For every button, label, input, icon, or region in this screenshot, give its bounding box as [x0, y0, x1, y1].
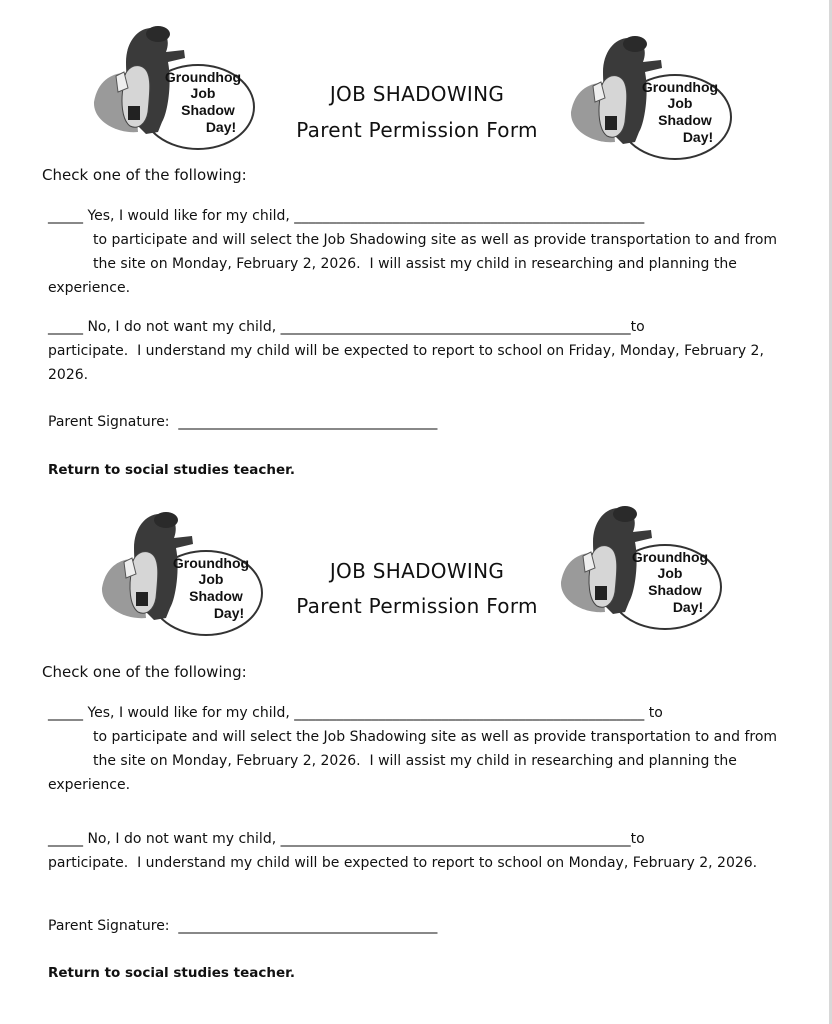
check-instruction: Check one of the following:	[42, 166, 247, 184]
form-subtitle: Parent Permission Form	[296, 594, 538, 618]
form-subtitle: Parent Permission Form	[296, 118, 538, 142]
logo-text-line2: Job	[198, 571, 224, 587]
yes-option-line: _____ Yes, I would like for my child, __________________________________________________	[48, 208, 645, 224]
logo-text-line2: Job	[190, 85, 216, 101]
parent-signature-line: Parent Signature: _____________________________________	[48, 414, 438, 430]
groundhog-logo-left-1	[88, 22, 258, 157]
logo-text-line1: Groundhog	[164, 69, 242, 85]
yes-option-text: experience.	[48, 777, 131, 793]
yes-option-line: _____ Yes, I would like for my child, __________________________________________________ to	[48, 705, 663, 721]
logo-text-line1: Groundhog	[172, 555, 250, 571]
yes-option-text: the site on Monday, February 2, 2026. I will assist my child in researching and planning the	[93, 753, 737, 769]
logo-text-line2: Job	[657, 565, 683, 581]
logo-text-line4: Day!	[205, 119, 237, 135]
logo-text-line1: Groundhog	[641, 79, 719, 95]
no-option-text: 2026.	[48, 367, 89, 383]
no-option-line: _____ No, I do not want my child, __________________________________________________to	[48, 319, 645, 335]
parent-signature-line: Parent Signature: _____________________________________	[48, 918, 438, 934]
logo-text-line3: Shadow	[658, 112, 712, 128]
groundhog-logo-right-1	[565, 32, 735, 167]
yes-option-text: the site on Monday, February 2, 2026. I will assist my child in researching and planning the	[93, 256, 737, 272]
no-option-text: participate. I understand my child will be expected to report to school on Monday, February 2, 2026.	[48, 855, 758, 871]
groundhog-logo-right-2	[555, 502, 725, 637]
yes-option-text: to participate and will select the Job Shadowing site as well as provide transportation to and from	[93, 729, 778, 745]
logo-text-line3: Shadow	[648, 582, 702, 598]
logo-text-line3: Shadow	[181, 102, 235, 118]
form-title: JOB SHADOWING	[329, 82, 505, 106]
return-note: Return to social studies teacher.	[48, 965, 296, 981]
check-instruction: Check one of the following:	[42, 663, 247, 681]
groundhog-logo-left-2	[96, 508, 266, 643]
logo-text-line4: Day!	[213, 605, 245, 621]
logo-text-line4: Day!	[682, 129, 714, 145]
return-note: Return to social studies teacher.	[48, 462, 296, 478]
yes-option-text: experience.	[48, 280, 131, 296]
logo-text-line4: Day!	[672, 599, 704, 615]
logo-text-line2: Job	[667, 95, 693, 111]
form-title: JOB SHADOWING	[329, 559, 505, 583]
no-option-line: _____ No, I do not want my child, __________________________________________________to	[48, 831, 645, 847]
no-option-text: participate. I understand my child will be expected to report to school on Friday, Monday, February 2,	[48, 343, 764, 359]
logo-text-line3: Shadow	[189, 588, 243, 604]
logo-text-line1: Groundhog	[631, 549, 709, 565]
yes-option-text: to participate and will select the Job Shadowing site as well as provide transportation to and from	[93, 232, 778, 248]
